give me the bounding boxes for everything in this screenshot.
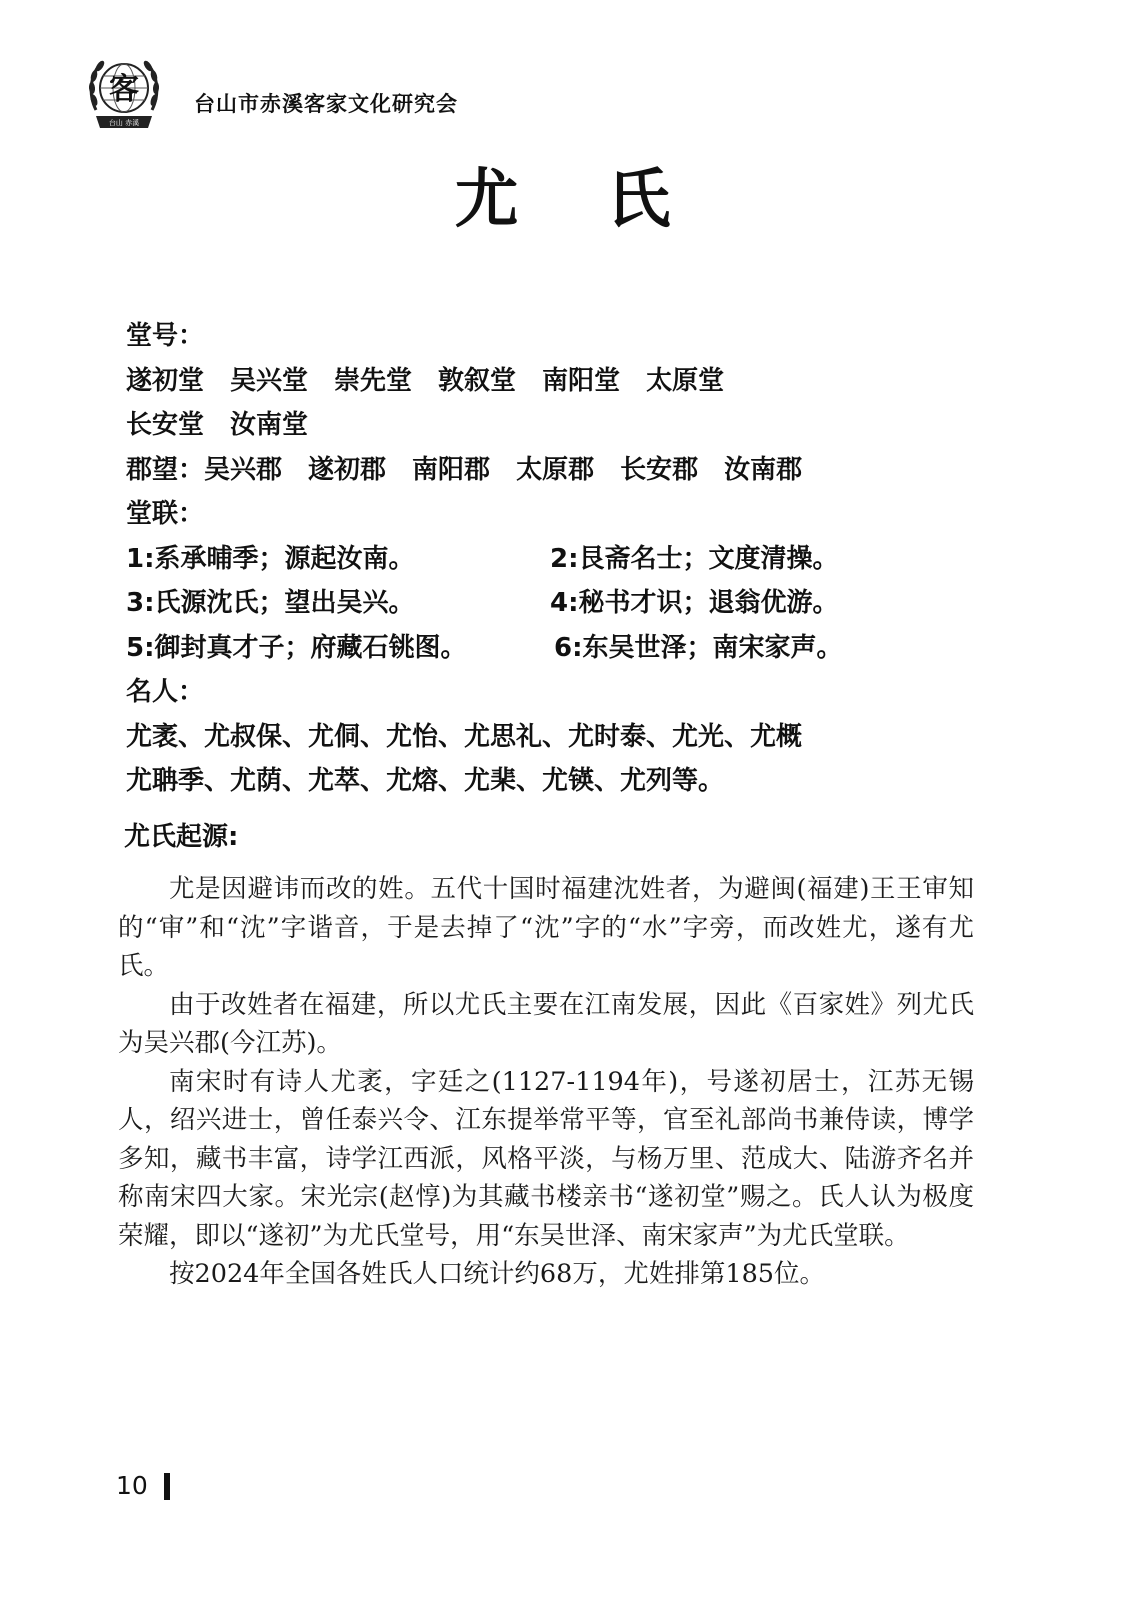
couplets-label: 堂联： (126, 499, 205, 529)
couplet: 2:艮斋名士；文度清操。 (550, 543, 839, 574)
couplet: 3:氏源沈氏；望出吴兴。 (126, 588, 415, 618)
couplet-row (126, 626, 1006, 671)
couplet-row (126, 581, 1006, 626)
couplet: 1:系承晡季；源起汝南。 (126, 543, 415, 574)
origin-heading: 尤氏起源: (124, 822, 239, 852)
page-number: 10 (116, 1471, 148, 1500)
couplet: 4:秘书才识；退翁优游。 (550, 588, 839, 618)
hall-name: 敦叙堂 (438, 365, 517, 396)
hall-name: 崇先堂 (334, 365, 413, 396)
hall-name: 长安堂 (126, 410, 205, 440)
commandery-name: 南阳郡 (412, 454, 491, 485)
svg-text:台山 赤溪: 台山 赤溪 (108, 119, 140, 127)
hall-name: 遂初堂 (126, 365, 205, 396)
commandery-label: 郡望： (126, 454, 205, 485)
commandery-name: 吴兴郡 (204, 454, 283, 485)
commandery-name: 太原郡 (516, 454, 595, 485)
notables-line-1: 尤袤、尤叔保、尤侗、尤怡、尤思礼、尤时泰、尤光、尤概 (126, 721, 803, 752)
commandery-name: 长安郡 (620, 454, 699, 485)
origin-body (118, 870, 974, 1294)
title-clan-char: 氏 (606, 162, 671, 237)
origin-paragraph: 尤是因避讳而改的姓。五代十国时福建沈姓者，为避闽(福建)王王审知的“审”和“沈”字谐音，于是去掉了“沈”字的“水”字旁，而改姓尤，遂有尤氏。 (118, 874, 974, 981)
couplet: 5:御封真才子；府藏石铫图。 (126, 632, 467, 663)
origin-paragraph: 按2024年全国各姓氏人口统计约68万，尤姓排第185位。 (169, 1259, 826, 1289)
svg-text:客: 客 (109, 72, 139, 107)
hall-names-line-1 (126, 359, 1006, 404)
notables-label: 名人： (126, 677, 205, 707)
hall-name: 汝南堂 (230, 410, 309, 440)
hall-name: 南阳堂 (542, 365, 621, 396)
commandery-name: 汝南郡 (724, 454, 803, 485)
association-logo (86, 54, 162, 132)
hall-names-line-2 (126, 403, 1006, 448)
page-header (86, 54, 686, 134)
origin-paragraph: 由于改姓者在福建，所以尤氏主要在江南发展，因此《百家姓》列尤氏为吴兴郡(今江苏)。 (118, 989, 974, 1058)
notables-line-2: 尤聃季、尤荫、尤萃、尤熔、尤棐、尤锳、尤列等。 (126, 766, 725, 796)
commandery-line (126, 448, 1006, 493)
organization-name: 台山市赤溪客家文化研究会 (194, 91, 458, 116)
hall-name: 吴兴堂 (230, 365, 309, 396)
hall-label: 堂号： (126, 321, 205, 351)
couplet: 6:东吴世泽；南宋家声。 (554, 632, 843, 663)
page-title (0, 162, 1125, 237)
couplet-row (126, 537, 1006, 582)
commandery-name: 遂初郡 (308, 454, 387, 485)
surname-info (126, 314, 1006, 804)
page-marker-bar (164, 1473, 170, 1500)
origin-paragraph: 南宋时有诗人尤袤，字廷之(1127-1194年)，号遂初居士，江苏无锡人，绍兴进士，曾任泰兴令、江东提举常平等，官至礼部尚书兼侍读，博学多知，藏书丰富，诗学江西派，风格平淡，与杨万里、范成大、陆游齐名并称南宋四大家。宋光宗(赵惇)为其藏书楼亲书“遂初堂”赐之。氏人认为极度荣耀，即以“遂初”为尤氏堂号，用“东吴世泽、南宋家声”为尤氏堂联。 (118, 1066, 974, 1251)
hall-name: 太原堂 (646, 365, 725, 396)
title-surname-char: 尤 (454, 162, 519, 237)
